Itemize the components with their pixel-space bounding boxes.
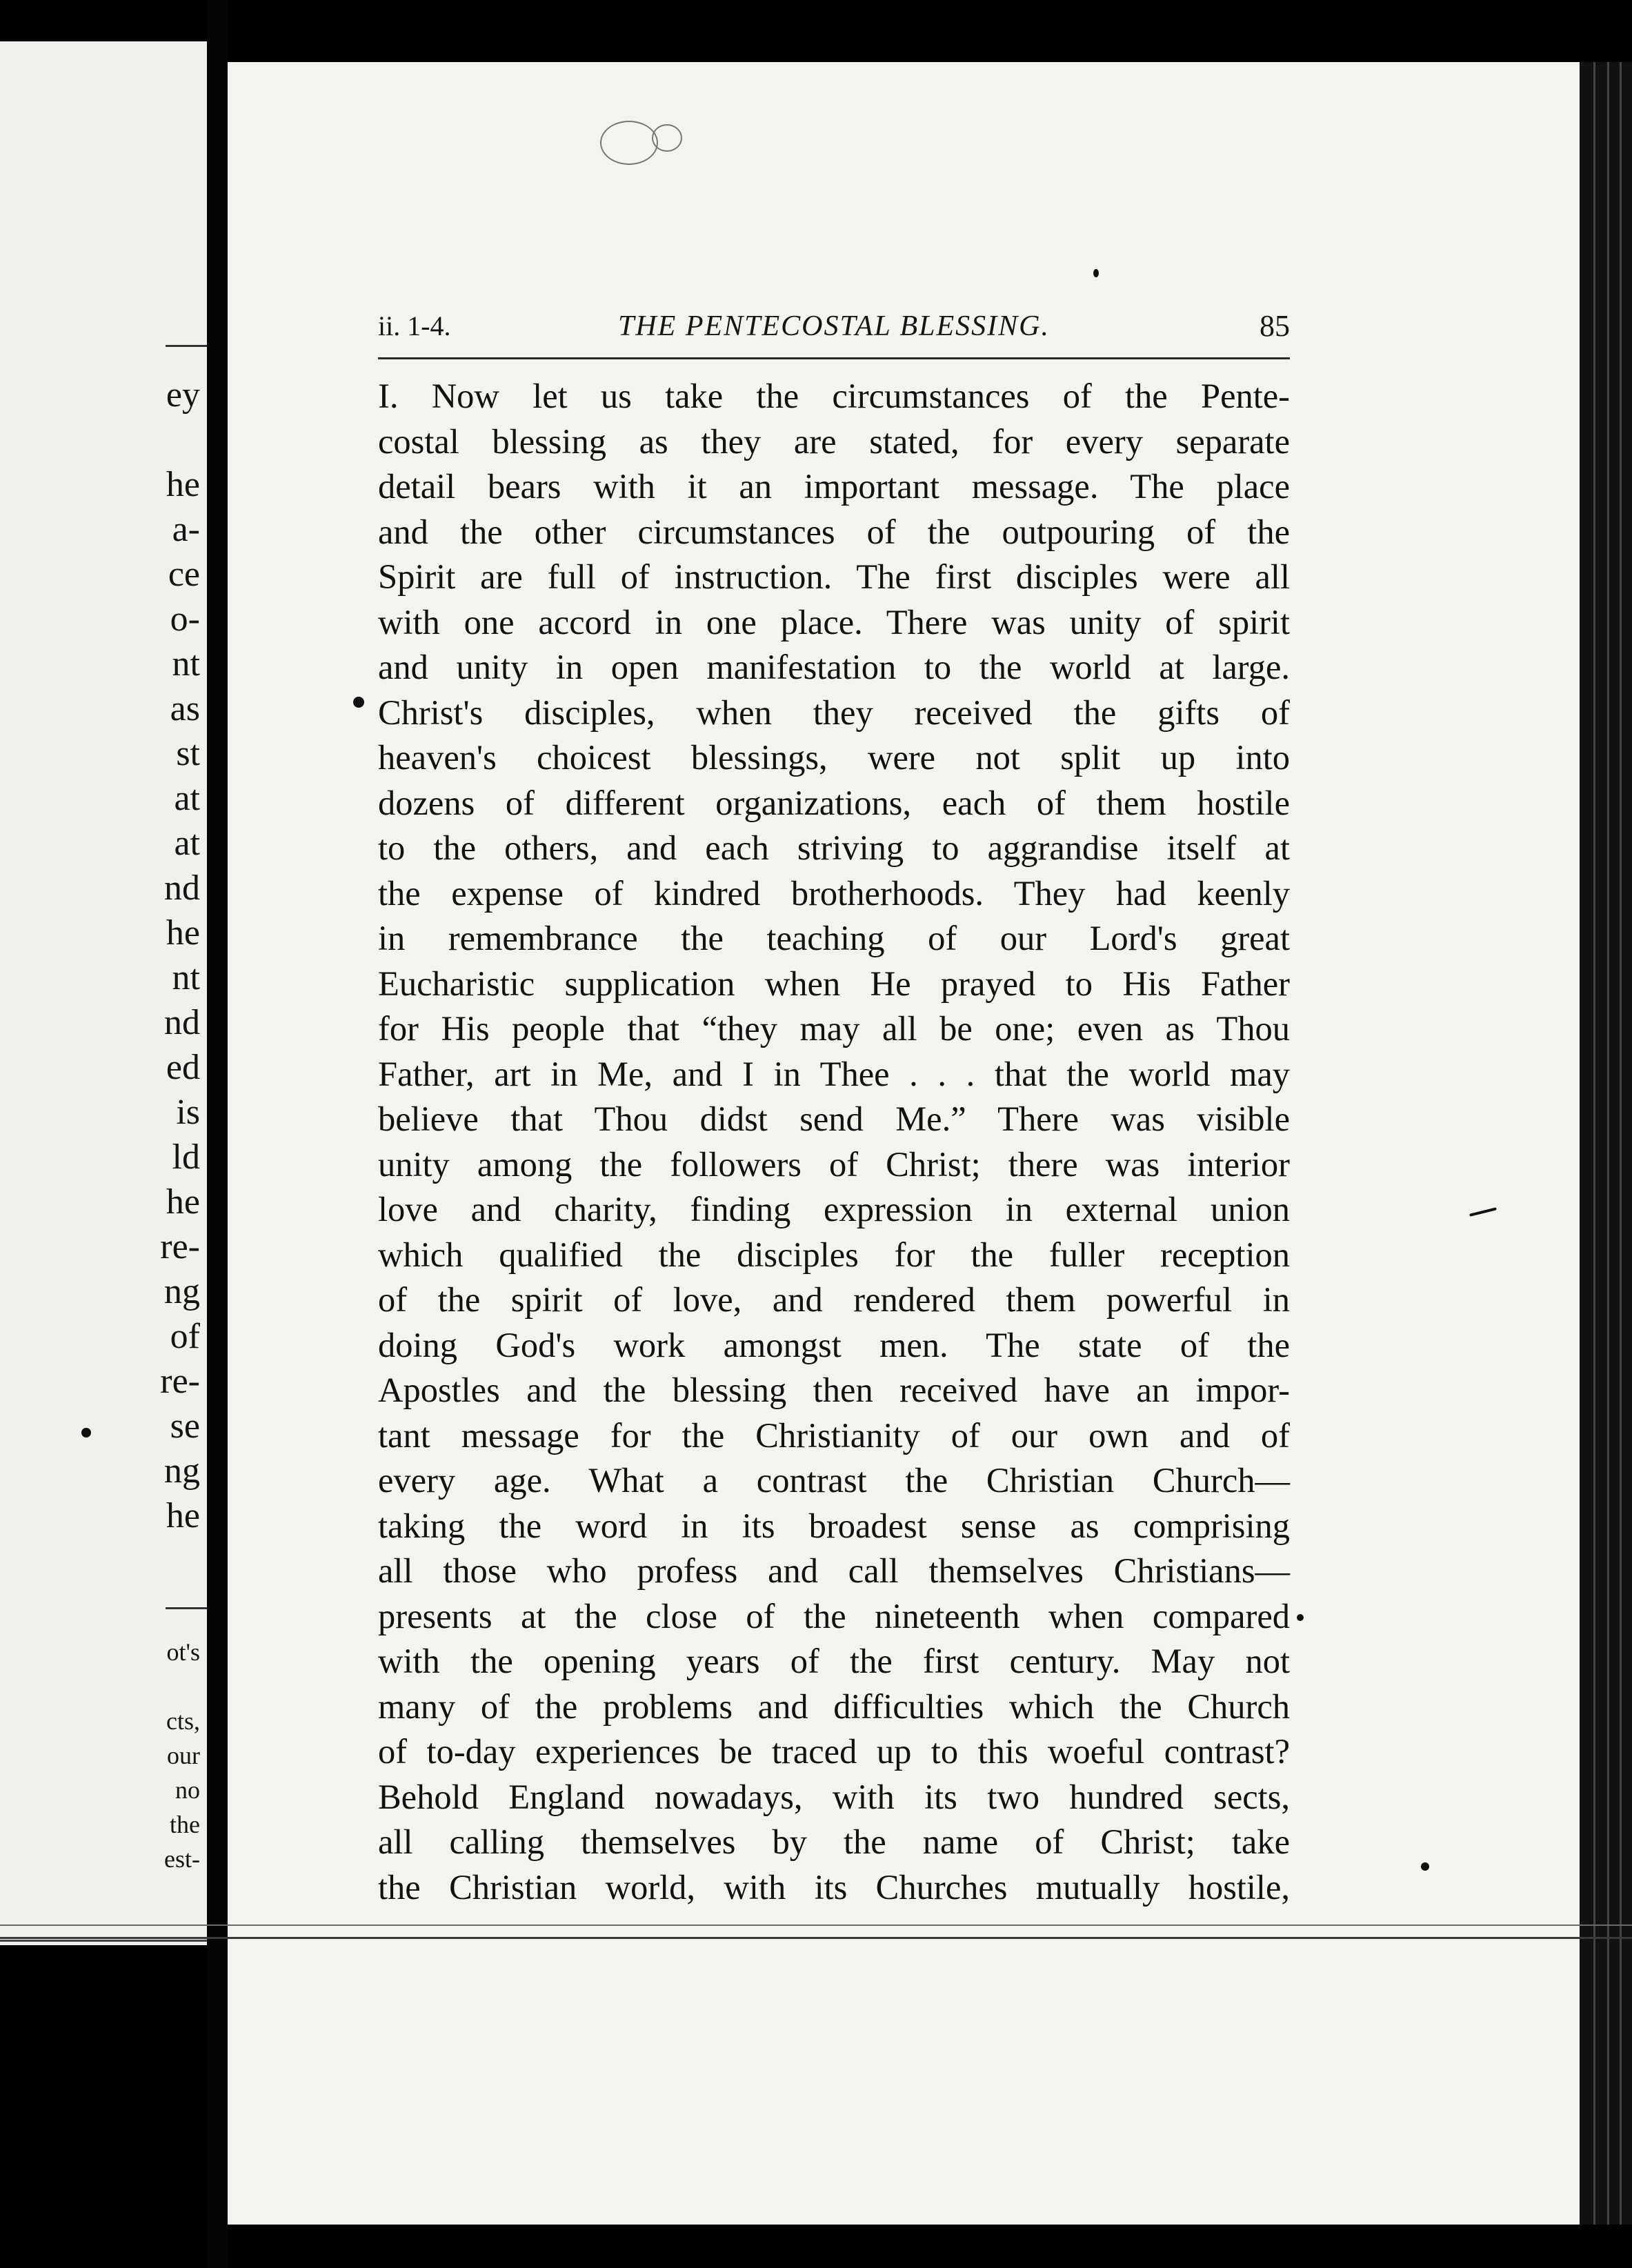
text-line: taking the word in its broadest sense as comprising xyxy=(378,1506,1290,1545)
facing-text-fragment: nd xyxy=(164,868,200,908)
text-line: costal blessing as they are stated, for every separate xyxy=(378,421,1290,461)
text-line: for His people that “they may all be one; even as Thou xyxy=(378,1009,1290,1048)
ink-speck xyxy=(1421,1862,1429,1871)
facing-footnote-fragment: no xyxy=(175,1776,200,1804)
facing-footnote-fragment: our xyxy=(167,1742,200,1769)
text-line: with the opening years of the first century. May not xyxy=(378,1642,1290,1680)
text-line: with one accord in one place. There was unity of spirit xyxy=(378,602,1290,641)
facing-footnote-fragment: ot's xyxy=(166,1638,200,1666)
facing-text-fragment: st xyxy=(176,734,200,773)
text-line: which qualified the disciples for the fuller reception xyxy=(378,1235,1290,1274)
text-line: the Christian world, with its Churches mutually hostile, xyxy=(378,1867,1290,1907)
facing-text-fragment: ey xyxy=(166,375,200,415)
text-line: every age. What a contrast the Christian Church— xyxy=(378,1461,1290,1500)
running-title: THE PENTECOSTAL BLESSING. xyxy=(617,310,1051,342)
text-line: and the other circumstances of the outpouring of the xyxy=(378,512,1290,551)
text-line: all those who profess and call themselves Christians— xyxy=(378,1551,1290,1590)
ink-speck xyxy=(1093,269,1099,277)
text-line: Apostles and the blessing then received have an impor- xyxy=(378,1371,1290,1409)
facing-text-fragment: ed xyxy=(166,1048,200,1087)
facing-text-fragment: re- xyxy=(160,1362,200,1401)
facing-page-bottom-edge xyxy=(0,1940,207,1942)
ink-speck xyxy=(353,697,364,708)
facing-text-fragment: at xyxy=(174,779,200,818)
scan-bottom-edge xyxy=(0,1937,1632,1939)
text-line: unity among the followers of Christ; there was interior xyxy=(378,1144,1290,1184)
facing-page-text xyxy=(0,372,200,1538)
text-line: dozens of different organizations, each of them hostile xyxy=(378,783,1290,822)
facing-text-fragment: he xyxy=(166,913,200,953)
body-text xyxy=(378,374,1290,1910)
ink-speck xyxy=(1297,1614,1304,1621)
text-line: Eucharistic supplication when He prayed to His Father xyxy=(378,964,1290,1003)
facing-text-fragment: is xyxy=(176,1093,200,1132)
facing-text-fragment: ld xyxy=(172,1137,200,1177)
text-line: detail bears with it an important message. The place xyxy=(378,467,1290,506)
page-number: 85 xyxy=(1260,309,1290,343)
text-line: heaven's choicest blessings, were not split up into xyxy=(378,738,1290,777)
facing-text-fragment: he xyxy=(166,465,200,504)
text-line: I. Now let us take the circumstances of the Pente- xyxy=(378,377,1290,415)
facing-footnote-fragment: the xyxy=(170,1811,200,1838)
book-spine-gutter xyxy=(207,0,228,2268)
facing-text-fragment xyxy=(0,417,200,462)
text-line: Father, art in Me, and I in Thee . . . that the world may xyxy=(378,1054,1290,1093)
facing-text-fragment: re- xyxy=(160,1227,200,1266)
pencil-scribble xyxy=(652,124,682,152)
pencil-scribble xyxy=(600,121,658,165)
chapter-reference: ii. 1-4. xyxy=(378,310,451,341)
text-line: doing God's work amongst men. The state of the xyxy=(378,1325,1290,1364)
text-line: Spirit are full of instruction. The first disciples were all xyxy=(378,557,1290,596)
text-line: many of the problems and difficulties which the Church xyxy=(378,1687,1290,1726)
facing-text-fragment: se xyxy=(170,1406,200,1446)
facing-text-fragment: of xyxy=(170,1317,200,1356)
text-line: of to-day experiences be traced up to this woeful contrast? xyxy=(378,1732,1290,1771)
text-line: and unity in open manifestation to the world at large. xyxy=(378,648,1290,686)
facing-page-rule xyxy=(166,345,207,347)
page-edge xyxy=(1580,62,1632,2225)
ink-speck xyxy=(81,1428,91,1438)
facing-page-footnote-rule xyxy=(166,1607,207,1609)
facing-text-fragment: he xyxy=(166,1182,200,1222)
facing-text-fragment: ng xyxy=(164,1272,200,1311)
text-line: Behold England nowadays, with its two hundred sects, xyxy=(378,1777,1290,1816)
facing-text-fragment: nt xyxy=(172,644,200,684)
facing-page-fragment xyxy=(0,41,207,1945)
facing-text-fragment: at xyxy=(174,824,200,863)
facing-text-fragment: nt xyxy=(172,958,200,997)
scan-bottom-line xyxy=(0,1924,1632,1926)
header-rule xyxy=(378,357,1290,359)
facing-text-fragment: a- xyxy=(172,510,200,549)
facing-footnote-fragment: est- xyxy=(164,1845,200,1873)
text-line: the expense of kindred brotherhoods. They had keenly xyxy=(378,873,1290,913)
text-line: to the others, and each striving to aggrandise itself at xyxy=(378,828,1290,867)
text-line: all calling themselves by the name of Christ; take xyxy=(378,1822,1290,1861)
text-line: of the spirit of love, and rendered them powerful in xyxy=(378,1280,1290,1319)
text-line: in remembrance the teaching of our Lord's great xyxy=(378,919,1290,957)
text-line: love and charity, finding expression in external union xyxy=(378,1190,1290,1228)
facing-footnote-fragment: cts, xyxy=(166,1707,200,1735)
text-line: presents at the close of the nineteenth when compared xyxy=(378,1596,1290,1635)
text-line: believe that Thou didst send Me.” There was visible xyxy=(378,1100,1290,1138)
text-line: Christ's disciples, when they received the gifts of xyxy=(378,693,1290,732)
facing-footnote-fragment xyxy=(0,1669,200,1704)
facing-text-fragment: he xyxy=(166,1496,200,1535)
facing-page-footnotes xyxy=(0,1635,200,1876)
facing-text-fragment: as xyxy=(170,689,200,728)
facing-text-fragment: nd xyxy=(164,1003,200,1042)
facing-text-fragment: o- xyxy=(170,599,200,639)
facing-text-fragment: ng xyxy=(164,1451,200,1491)
running-head xyxy=(378,306,1290,347)
facing-text-fragment: ce xyxy=(168,555,200,594)
text-line: tant message for the Christianity of our own and of xyxy=(378,1415,1290,1455)
